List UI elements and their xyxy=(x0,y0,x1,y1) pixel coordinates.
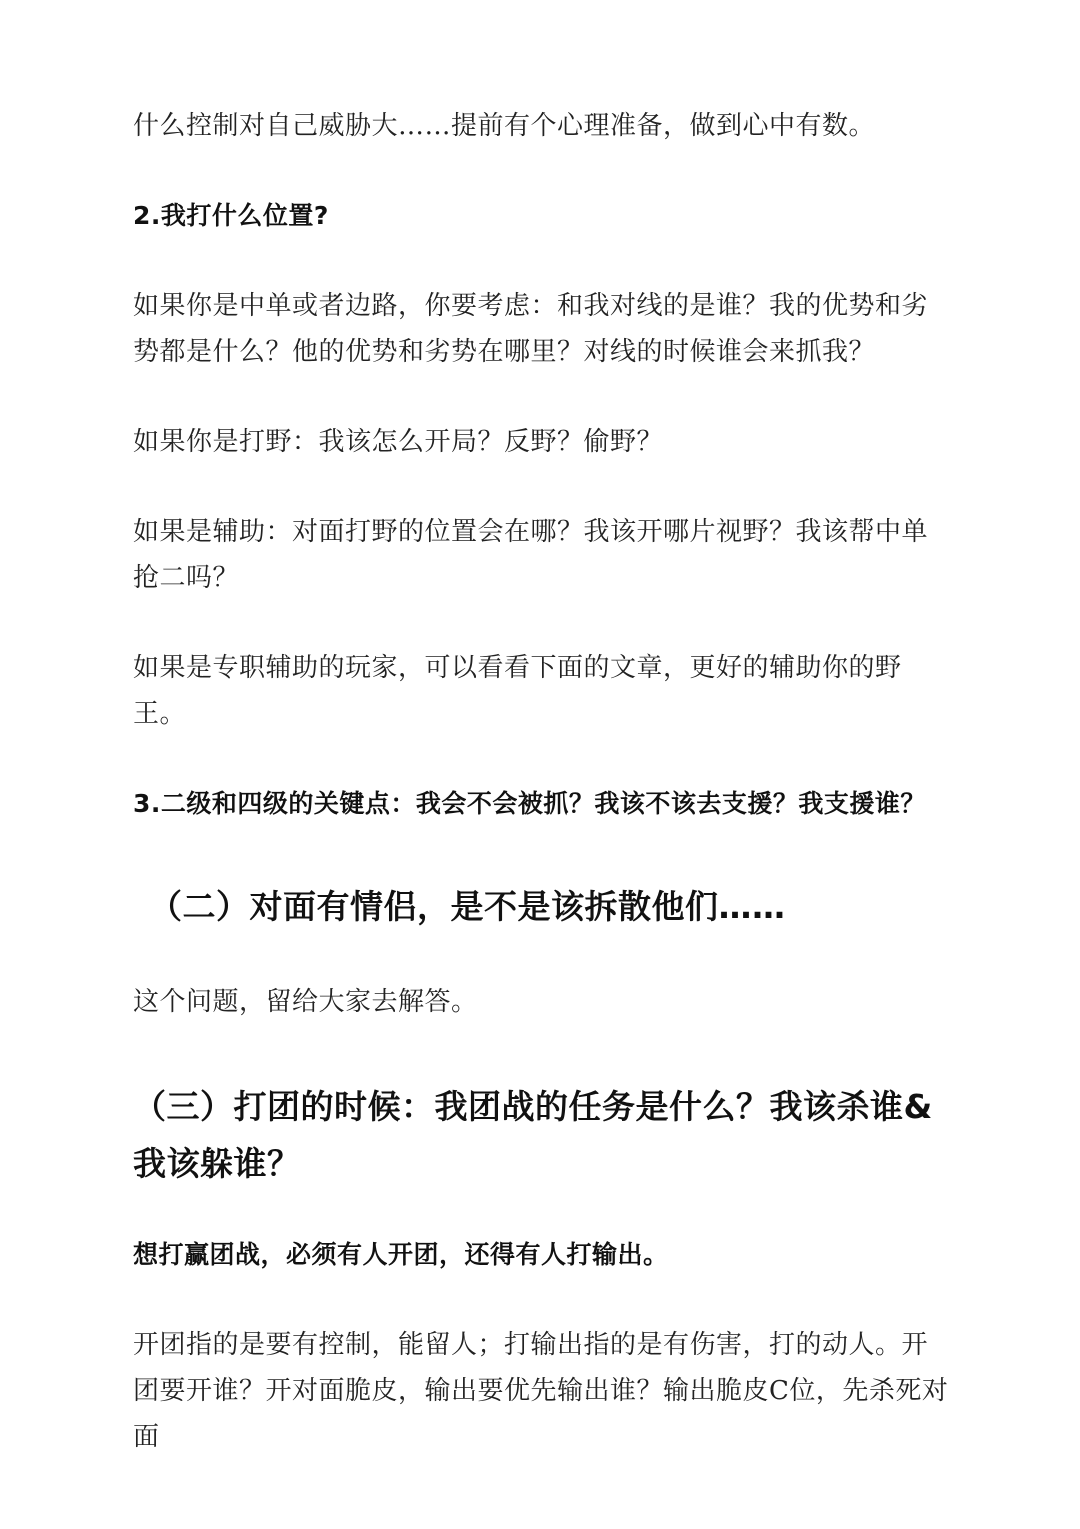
section-heading-three: （三）打团的时候：我团战的任务是什么？我该杀谁&我该躲谁？ xyxy=(133,1087,933,1183)
paragraph-teamfight-lead: 想打赢团战，必须有人开团，还得有人打输出。 xyxy=(133,1240,669,1269)
paragraph-mid-side-lane: 如果你是中单或者边路，你要考虑：和我对线的是谁？我的优势和劣势都是什么？他的优势和劣势在哪里？对线的时候谁会来抓我？ xyxy=(133,291,929,367)
paragraph-dedicated-support: 如果是专职辅助的玩家，可以看看下面的文章，更好的辅助你的野王。 xyxy=(133,653,902,729)
subheading-level-two-four: 3.二级和四级的关键点：我会不会被抓？我该不该去支援？我支援谁？ xyxy=(133,789,926,818)
section-heading-two: （二）对面有情侣，是不是该拆散他们…… xyxy=(149,887,786,926)
article-body xyxy=(133,103,951,1460)
paragraph-support: 如果是辅助：对面打野的位置会在哪？我该开哪片视野？我该帮中单抢二吗？ xyxy=(133,517,929,593)
paragraph-answer: 这个问题，留给大家去解答。 xyxy=(133,987,478,1017)
paragraph-teamfight-detail: 开团指的是要有控制，能留人；打输出指的是有伤害，打的动人。开团要开谁？开对面脆皮，输出要优先输出谁？输出脆皮C位，先杀死对面 xyxy=(133,1330,949,1452)
paragraph-jungle: 如果你是打野：我该怎么开局？反野？偷野？ xyxy=(133,427,664,457)
paragraph-control-threat: 什么控制对自己威胁大……提前有个心理准备，做到心中有数。 xyxy=(133,111,876,141)
subheading-position: 2.我打什么位置? xyxy=(133,201,329,230)
